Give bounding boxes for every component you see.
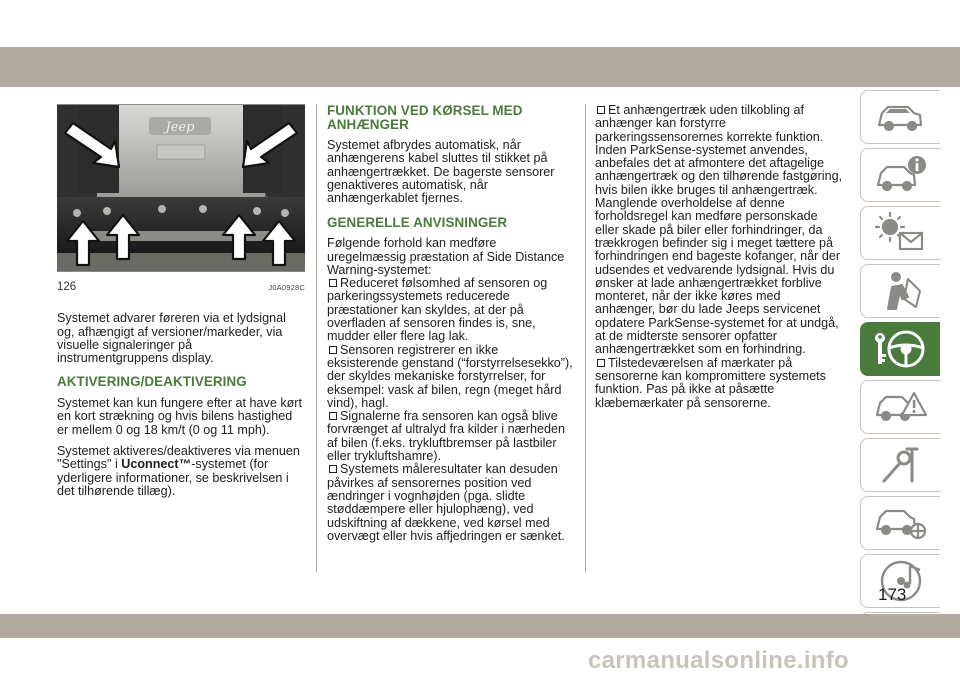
steering-wheel-key-icon bbox=[872, 326, 930, 372]
tab-safety[interactable] bbox=[860, 264, 940, 318]
activation-heading: AKTIVERING/DEAKTIVERING bbox=[57, 374, 247, 390]
top-margin bbox=[0, 0, 960, 47]
watermark: carmanualsonline.info bbox=[588, 647, 850, 674]
bullet-text: Tilstedeværelsen af mærkater på sensorerne kan kompromittere systemets funktion. Pas på ikke at påsætte klæbemærkater på sensorerne. bbox=[595, 355, 826, 410]
bullet-item bbox=[595, 357, 843, 410]
service-icon bbox=[874, 501, 928, 545]
activation-paragraph-1: Systemet kan kun fungere efter at have kørt en kort strækning og hvis bilens hastighed er mellem 0 og 18 km/t (0 og 11 mph). bbox=[57, 396, 303, 437]
settings-text-end: -systemet (for yderligere informationer, se beskrivelsen i det tilhørende tillæg). bbox=[57, 457, 289, 498]
intro-paragraph: Systemet advarer føreren via et lydsignal og, afhængigt af versioner/markeder, via visuelle signaleringer på instrumentgruppens display. bbox=[57, 311, 286, 366]
tab-service-maintenance[interactable] bbox=[860, 438, 940, 492]
trailer-paragraph: Systemet afbrydes automatisk, når anhængerens kabel sluttes til stikket på anhængertrækket. De bagerste sensorer genaktiveres automatisk, når anhængerkablet fjernes. bbox=[327, 138, 555, 206]
bullet-text: Systemets måleresultater kan desuden påvirkes af sensorernes position ved ændringer i vognhøjden (pga. slidte støddæmpere eller hjulophæng), ved udskiftning af dækkene, ved kørsel med overvægt eller hvis affjedringen er sænket. bbox=[327, 462, 565, 543]
car-warning-icon bbox=[874, 153, 928, 197]
column-1 bbox=[57, 104, 305, 506]
figure-image-code: J0A0928C bbox=[268, 283, 305, 292]
checkbox-bullet-icon bbox=[329, 279, 337, 287]
bullet-text: Reduceret følsomhed af sensoren og parkeringssystemets reducerede præstationer kan skyldes, at der på overfladen af sensoren findes is, sne, mudder eller flere lag lak. bbox=[327, 276, 548, 344]
bullet-item bbox=[327, 344, 573, 410]
warning-triangle-car-icon bbox=[874, 385, 928, 429]
tools-icon bbox=[874, 443, 928, 487]
lights-message-icon bbox=[874, 211, 928, 255]
settings-text: Systemet aktiveres/deaktiveres via menuen "Settings" i bbox=[57, 443, 300, 472]
tab-starting-driving[interactable] bbox=[860, 322, 940, 376]
figure-page-ref: 126 bbox=[57, 281, 77, 293]
tab-car-warning[interactable] bbox=[860, 148, 940, 202]
uconnect-brand: Uconnect™ bbox=[121, 457, 192, 472]
top-band bbox=[0, 47, 960, 87]
bullet-text: Et anhængertræk uden tilkobling af anhænger kan forstyrre parkeringssensorernes korrekte funktion. Inden ParkSense-systemet anvendes, anbefales det at afmontere det aftagelige anhængertræk og den tilhørende fastgøring, hvis bilen ikke bruges til anhængertræk. Manglende overholdelse af denne forholdsregel kan medføre personskade eller skade på biler eller forhindringer, da trækkrogen befinder sig i meget tættere på forhindringen end bageste kofanger, når der udsendes et vedvarende lydsignal. Hvis du ønsker at lade anhængertrækket forblive monteret, når der ikke køres med anhænger, bør du lade Jeeps servicenet opdatere ParkSense-systemet for at undgå, at de midterste sensorer opfatter anhængertrækket som en forhindring. bbox=[595, 103, 843, 357]
bullet-item bbox=[327, 410, 573, 463]
checkbox-bullet-icon bbox=[597, 359, 605, 367]
general-heading: GENERELLE ANVISNINGER bbox=[327, 214, 508, 230]
bullet-text: Sensoren registrerer en ikke eksisterende genstand (“forstyrrelsesekko”), der skyldes mekaniske forstyrrelser, for eksempel: vask af bilen, regn (meget hård vind), hagl. bbox=[327, 342, 573, 410]
rear-bumper-sensor-photo bbox=[57, 104, 305, 272]
checkbox-bullet-icon bbox=[329, 412, 337, 420]
bullet-text: Signalerne fra sensoren kan også blive forvrænget af ultralyd fra kilder i nærheden af bilen (f.eks. trykluftbremser på lastbiler eller trykluftshamre). bbox=[327, 409, 565, 464]
bullet-item bbox=[327, 277, 573, 343]
column-divider-1 bbox=[316, 104, 317, 572]
tab-lights-messages[interactable] bbox=[860, 206, 940, 260]
svg-text:Jeep: Jeep bbox=[165, 120, 195, 135]
page-number: 173 bbox=[878, 585, 907, 604]
checkbox-bullet-icon bbox=[329, 346, 337, 354]
bullet-item bbox=[327, 463, 573, 543]
checkbox-bullet-icon bbox=[329, 465, 337, 473]
car-info-icon bbox=[874, 97, 928, 137]
column-3 bbox=[595, 104, 843, 410]
chapter-tabs bbox=[860, 90, 940, 670]
checkbox-bullet-icon bbox=[597, 106, 605, 114]
trailer-heading: FUNKTION VED KØRSEL MED ANHÆNGER bbox=[327, 103, 523, 132]
activation-paragraph-2 bbox=[57, 445, 305, 498]
column-divider-2 bbox=[585, 104, 586, 572]
bottom-band bbox=[0, 614, 960, 638]
column-2 bbox=[327, 104, 573, 543]
tab-technical-data[interactable] bbox=[860, 496, 940, 550]
tab-car-info[interactable] bbox=[860, 90, 940, 144]
general-paragraph: Følgende forhold kan medføre uregelmæssig præstation af Side Distance Warning-systemet: bbox=[327, 236, 565, 277]
figure-caption bbox=[57, 281, 305, 294]
safety-icon bbox=[874, 269, 928, 313]
bullet-item bbox=[595, 104, 843, 357]
tab-emergency[interactable] bbox=[860, 380, 940, 434]
